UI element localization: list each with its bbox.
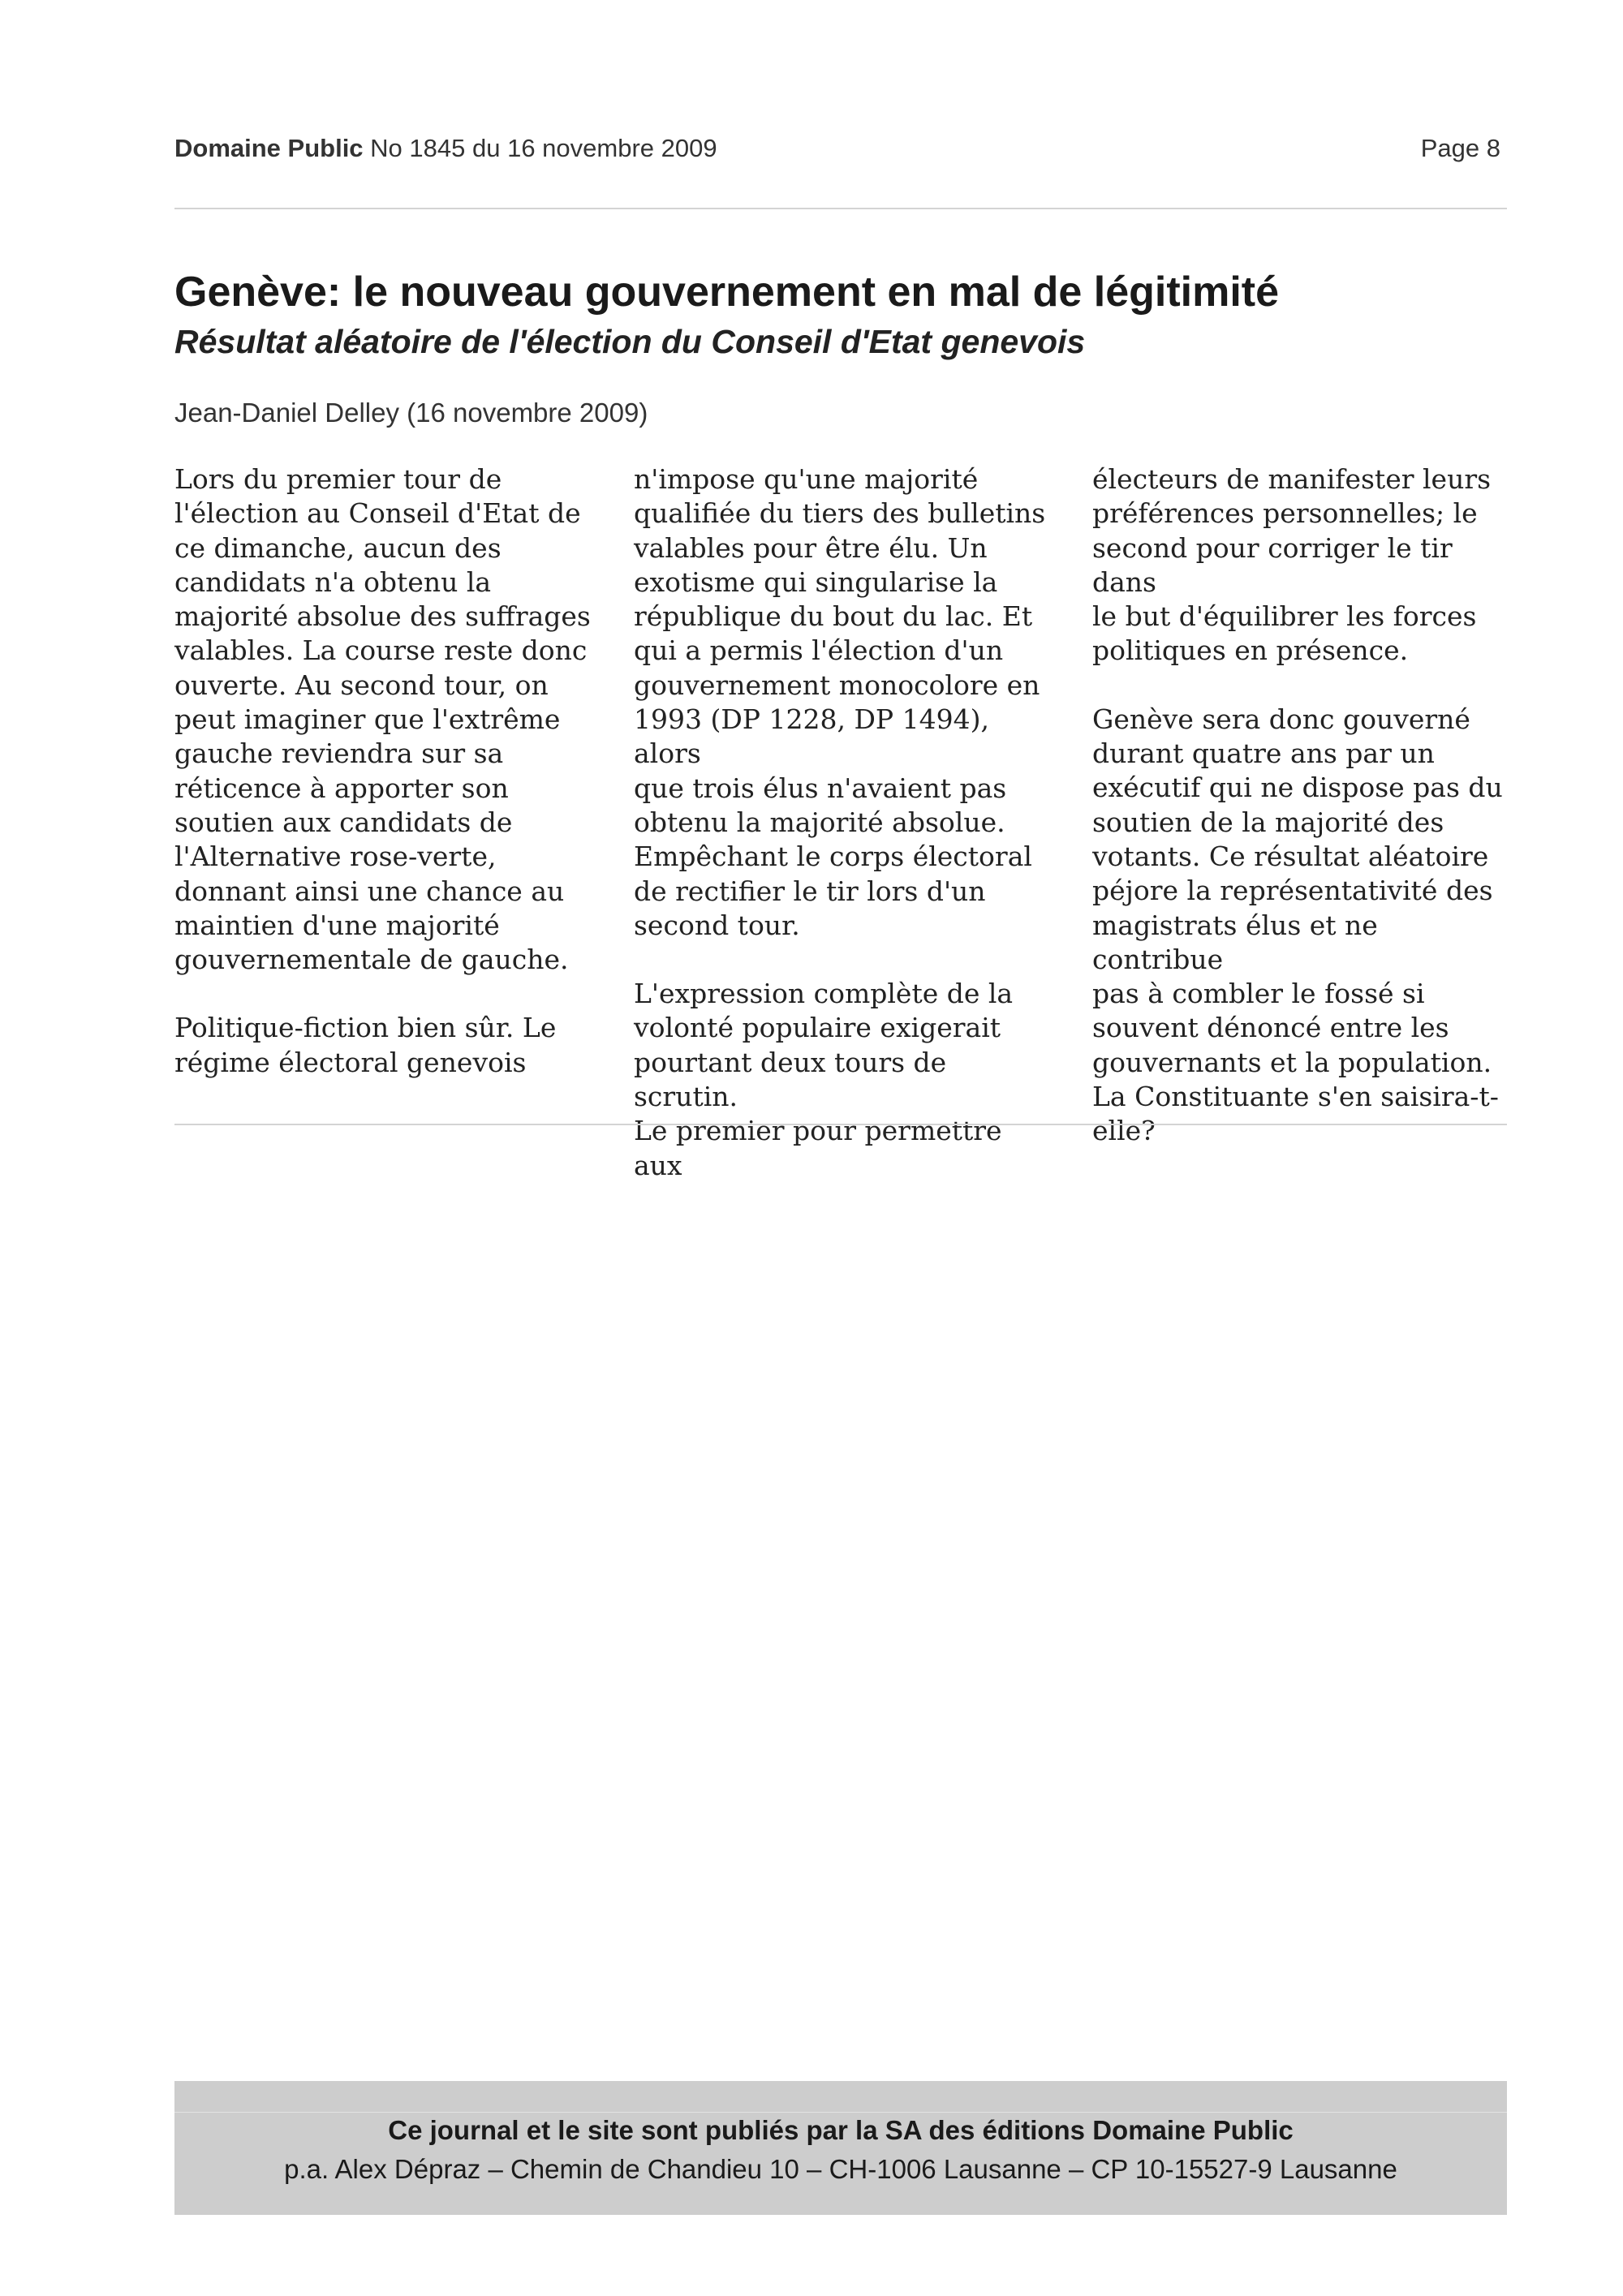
issue-info: No 1845 du 16 novembre 2009 xyxy=(370,134,717,162)
footer-address: p.a. Alex Dépraz – Chemin de Chandieu 10 – CH-1006 Lausanne – CP 10-15527-9 Lausanne xyxy=(284,2154,1397,2184)
article-column-1 xyxy=(174,462,596,1080)
header-divider xyxy=(174,208,1507,209)
article-title: Genève: le nouveau gouvernement en mal de légitimité xyxy=(174,269,1280,316)
article-subtitle: Résultat aléatoire de l'élection du Conseil d'Etat genevois xyxy=(174,323,1086,360)
article-column-2 xyxy=(634,462,1056,1183)
paragraph: Lors du premier tour de l'élection au Conseil d'Etat de ce dimanche, aucun des candidats n'a obtenu la majorité absolue des suffrages valables. La course reste donc ouverte. Au second tour, on peut imaginer que l'extrême gauche reviendra sur sa réticence à apporter son soutien aux candidats de l'Alternative rose-verte, donnant ainsi une chance au maintien d'une majorité gouvernementale de gauche. xyxy=(174,463,591,976)
page-header xyxy=(174,134,1507,170)
article-end-divider xyxy=(174,1124,1507,1125)
paragraph: électeurs de manifester leurs préférences personnelles; le second pour corriger le tir dans le but d'équilibrer les forces politiques en présence. xyxy=(1092,463,1492,667)
paragraph: n'impose qu'une majorité qualifiée du tiers des bulletins valables pour être élu. Un exotisme qui singularise la république du bout du lac. Et qui a permis l'élection d'un gouvernement monocolore en 1993 (DP 1228, DP 1494), alors que trois élus n'avaient pas obtenu la majorité absolue. Empêchant le corps électoral de rectifier le tir lors d'un second tour. xyxy=(634,463,1046,941)
article-column-3 xyxy=(1092,462,1514,1149)
page-number: Page 8 xyxy=(1420,134,1500,162)
publisher-footer xyxy=(174,2081,1507,2215)
footer-divider xyxy=(174,2112,1507,2113)
publication-name: Domaine Public xyxy=(174,134,364,162)
paragraph: Politique-fiction bien sûr. Le régime électoral genevois xyxy=(174,1012,557,1078)
article-byline: Jean-Daniel Delley (16 novembre 2009) xyxy=(174,398,648,428)
footer-publisher: Ce journal et le site sont publiés par la SA des éditions Domaine Public xyxy=(388,2115,1294,2145)
paragraph: L'expression complète de la volonté populaire exigerait pourtant deux tours de scrutin. Le premier pour permettre aux xyxy=(634,978,1014,1181)
paragraph: Genève sera donc gouverné durant quatre ans par un exécutif qui ne dispose pas du soutien de la majorité des votants. Ce résultat aléatoire péjore la représentativité des magistrats élus et ne contribue pas à combler le fossé si souvent dénoncé entre les gouvernants et la population. La Constituante s'en saisira-t- elle? xyxy=(1092,703,1503,1147)
